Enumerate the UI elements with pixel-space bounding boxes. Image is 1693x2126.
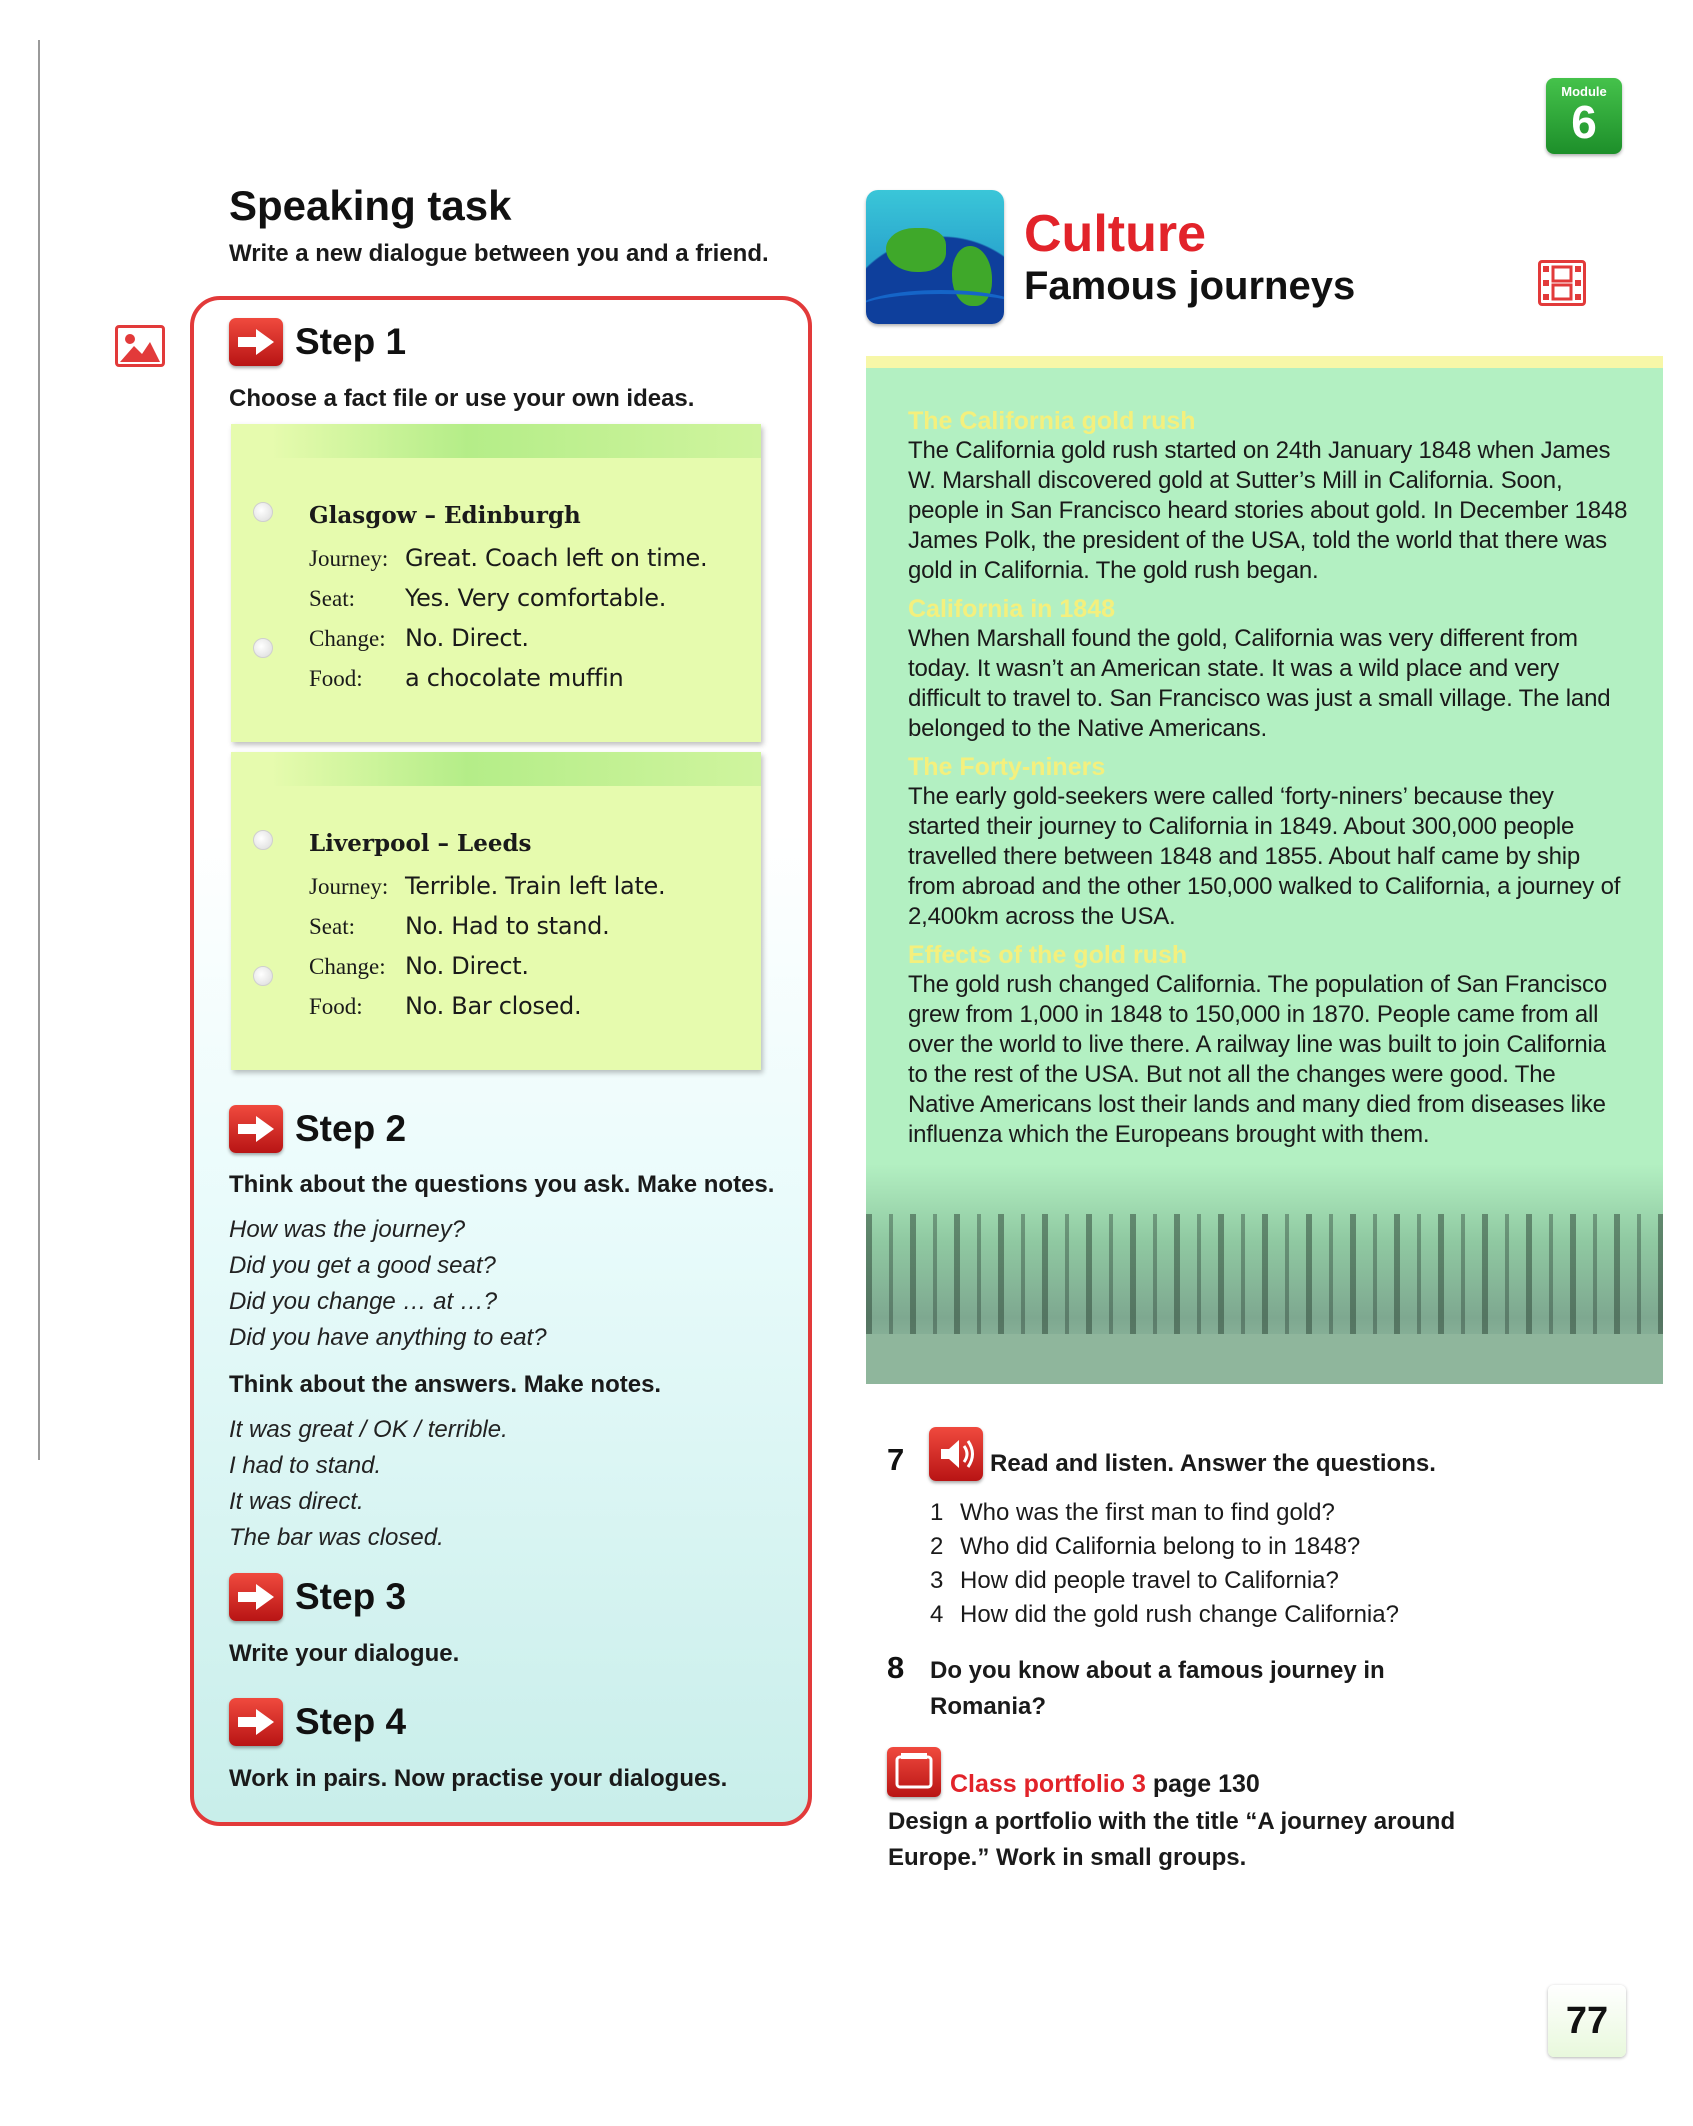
fact-row — [309, 624, 529, 652]
fact-row — [309, 952, 529, 980]
list-item — [930, 1598, 1399, 1632]
fact-row — [309, 544, 707, 572]
question-prompt: How was the journey? — [229, 1216, 466, 1243]
speaking-subtitle: Write a new dialogue between you and a friend. — [229, 240, 769, 267]
punch-hole — [253, 502, 273, 522]
question-prompt: Did you get a good seat? — [229, 1252, 496, 1279]
punch-hole — [253, 638, 273, 658]
page-number: 77 — [1548, 1985, 1626, 2057]
film-icon[interactable] — [1538, 260, 1586, 306]
question-text: How did the gold rush change California? — [960, 1601, 1399, 1628]
arrow-right-icon — [229, 1698, 283, 1746]
question-number: 3 — [930, 1567, 944, 1594]
question-number: 2 — [930, 1533, 944, 1560]
speaker-icon[interactable] — [929, 1427, 983, 1481]
question-prompt: Did you have anything to eat? — [229, 1324, 547, 1351]
step-label: Step 4 — [295, 1701, 407, 1742]
portfolio-text: Design a portfolio with the title “A journey around Europe.” Work in small groups. — [888, 1808, 1456, 1871]
step-2-instruction: Think about the questions you ask. Make notes. — [229, 1171, 775, 1198]
fact-value: a chocolate muffin — [405, 664, 624, 692]
fact-card-liverpool[interactable] — [231, 752, 761, 1070]
step-3-instruction: Write your dialogue. — [229, 1640, 460, 1667]
reading-heading: California in 1848 — [908, 595, 1116, 623]
fact-row — [309, 584, 666, 612]
step-label: Step 3 — [295, 1576, 407, 1617]
reading-panel — [866, 356, 1663, 1384]
step-3-header — [229, 1573, 406, 1621]
question-prompt: Did you change … at …? — [229, 1288, 498, 1315]
reading-heading: The Forty-niners — [908, 753, 1106, 781]
module-number: 6 — [1571, 96, 1597, 148]
fact-key: Journey: — [309, 874, 389, 899]
exercise-8-line-1: Do you know about a famous journey in — [930, 1657, 1385, 1684]
fact-card-glasgow[interactable] — [231, 424, 761, 742]
answer-prompts — [229, 1412, 508, 1556]
step-4-header — [229, 1698, 406, 1746]
fact-key: Journey: — [309, 546, 389, 571]
answer-prompt: The bar was closed. — [229, 1524, 444, 1551]
step-1-header — [229, 318, 406, 366]
portfolio-icon[interactable] — [887, 1747, 941, 1797]
fact-key: Change: — [309, 626, 386, 651]
question-number: 4 — [930, 1601, 944, 1628]
step-1-instruction: Choose a fact file or use your own ideas. — [229, 385, 695, 412]
portfolio-page-ref: page 130 — [1152, 1770, 1260, 1798]
fact-value: No. Bar closed. — [405, 992, 582, 1020]
fact-route: Liverpool – Leeds — [309, 830, 532, 857]
reading-paragraph: The California gold rush started on 24th January 1848 when James W. Marshall discovered gold at Sutter’s Mill in California. Soon, people in San Francisco heard stories about gold. In December 1848 James Polk, the president of the USA, told the world that there was gold in California. The gold rush began. — [908, 437, 1628, 584]
culture-title: Culture — [1024, 205, 1206, 263]
fact-key: Food: — [309, 666, 363, 691]
picture-icon[interactable] — [115, 325, 165, 367]
answers-instruction: Think about the answers. Make notes. — [229, 1371, 662, 1398]
gold-rush-photo-ground — [866, 1334, 1663, 1384]
module-badge — [1546, 78, 1622, 154]
exercise-8-number: 8 — [887, 1650, 905, 1685]
step-label: Step 1 — [295, 321, 407, 362]
reading-heading: Effects of the gold rush — [908, 941, 1188, 969]
exercise-7-questions — [930, 1496, 1399, 1632]
punch-hole — [253, 966, 273, 986]
answer-prompt: It was great / OK / terrible. — [229, 1416, 508, 1443]
fact-value: Great. Coach left on time. — [405, 544, 708, 572]
reading-text — [908, 406, 1628, 1150]
gold-rush-photo-figures — [866, 1214, 1663, 1334]
reading-paragraph: When Marshall found the gold, California was very different from today. It wasn’t an American state. It was a wild place and very difficult to travel to. San Francisco was just a small village. The land belonged to the Native Americans. — [908, 625, 1611, 742]
arrow-right-icon — [229, 1105, 283, 1153]
answer-prompt: I had to stand. — [229, 1452, 382, 1479]
globe-icon — [866, 190, 1004, 324]
question-text: How did people travel to California? — [960, 1567, 1339, 1594]
fact-value: Terrible. Train left late. — [405, 872, 666, 900]
step-4-instruction: Work in pairs. Now practise your dialogues. — [229, 1765, 728, 1792]
step-2-header — [229, 1105, 406, 1153]
margin-rule — [38, 40, 40, 1460]
fact-key: Seat: — [309, 914, 355, 939]
fact-route: Glasgow – Edinburgh — [309, 502, 581, 529]
exercise-8-line-2: Romania? — [930, 1693, 1047, 1720]
reading-heading: The California gold rush — [908, 407, 1196, 435]
fact-value: No. Direct. — [405, 952, 529, 980]
globe-land — [886, 228, 946, 272]
fact-row — [309, 992, 581, 1020]
speaking-title: Speaking task — [229, 182, 512, 229]
module-label: Module — [1561, 84, 1607, 99]
fact-key: Food: — [309, 994, 363, 1019]
question-text: Who did California belong to in 1848? — [960, 1533, 1361, 1560]
fact-row — [309, 664, 623, 692]
exercise-7-number: 7 — [887, 1442, 905, 1477]
fact-key: Change: — [309, 954, 386, 979]
question-number: 1 — [930, 1499, 944, 1526]
list-item — [930, 1530, 1399, 1564]
exercise-7-instruction: Read and listen. Answer the questions. — [990, 1450, 1436, 1477]
reading-paragraph: The early gold-seekers were called ‘forty-niners’ because they started their journey to California in 1849. About 300,000 people travelled there between 1848 and 1855. About half came by ship from abroad and the other 150,000 walked to California, a journey of 2,400km across the USA. — [908, 783, 1621, 930]
arrow-right-icon — [229, 1573, 283, 1621]
fact-key: Seat: — [309, 586, 355, 611]
fact-value: Yes. Very comfortable. — [405, 584, 667, 612]
answer-prompt: It was direct. — [229, 1488, 364, 1515]
question-text: Who was the first man to find gold? — [960, 1499, 1335, 1526]
reading-paragraph: The gold rush changed California. The population of San Francisco grew from 1,000 in 1848 to 150,000 in 1870. People came from all over the world to live there. A railway line was built to join California to the rest of the USA. But not all the changes were good. The Native Americans lost their lands and many died from diseases like influenza which the Europeans brought with them. — [908, 971, 1607, 1148]
card-stripe — [271, 752, 761, 786]
card-stripe — [271, 424, 761, 458]
globe-shine — [866, 290, 1004, 324]
fact-value: No. Direct. — [405, 624, 529, 652]
portfolio-title — [950, 1770, 1260, 1799]
punch-hole — [253, 830, 273, 850]
fact-row — [309, 872, 665, 900]
fact-value: No. Had to stand. — [405, 912, 610, 940]
question-prompts — [229, 1212, 547, 1356]
list-item — [930, 1564, 1399, 1598]
fact-row — [309, 912, 609, 940]
culture-subtitle: Famous journeys — [1024, 264, 1356, 308]
portfolio-name: Class portfolio 3 — [950, 1770, 1146, 1798]
step-label: Step 2 — [295, 1108, 407, 1149]
list-item — [930, 1496, 1399, 1530]
arrow-right-icon — [229, 318, 283, 366]
